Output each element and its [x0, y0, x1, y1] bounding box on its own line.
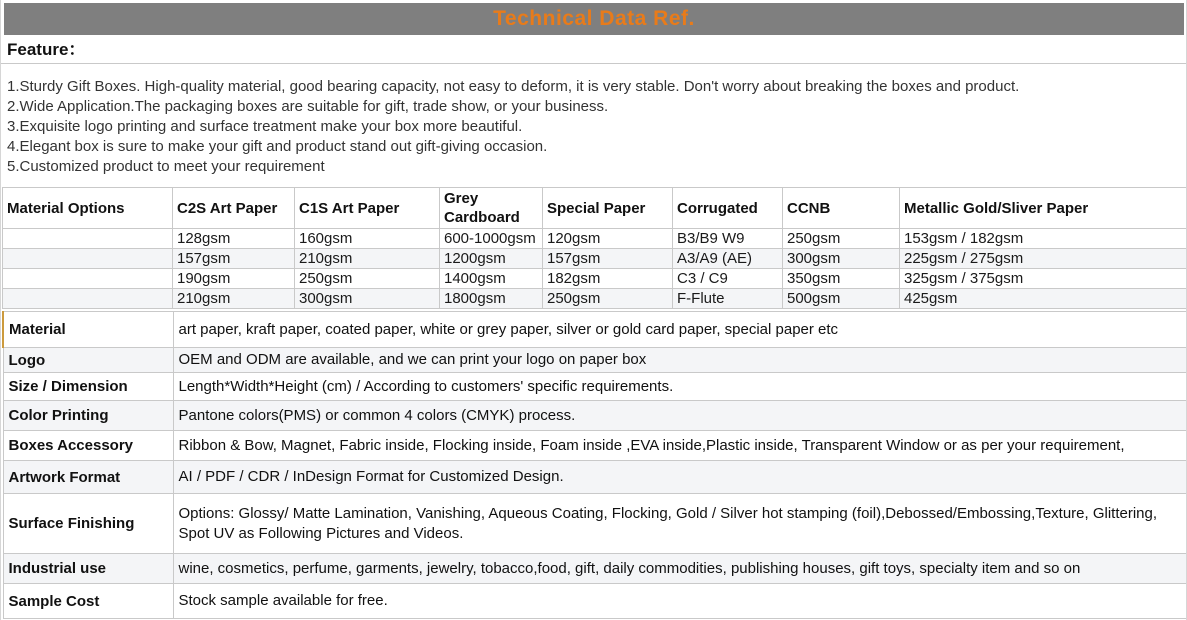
spec-label: Material [3, 312, 173, 348]
materials-cell [3, 269, 173, 289]
spec-row [3, 554, 1187, 584]
materials-table [2, 187, 1187, 309]
spec-label: Logo [3, 348, 173, 373]
materials-column-header: Corrugated [673, 188, 783, 229]
spec-value: Ribbon & Bow, Magnet, Fabric inside, Flocking inside, Foam inside ,EVA inside,Plastic inside, Transparent Window or as per your requirement, [173, 431, 1187, 461]
materials-cell [3, 229, 173, 249]
materials-cell: 1800gsm [440, 289, 543, 309]
materials-cell: 153gsm / 182gsm [900, 229, 1187, 249]
spec-row [3, 401, 1187, 431]
spec-row [3, 373, 1187, 401]
materials-cell: 325gsm / 375gsm [900, 269, 1187, 289]
spec-row [3, 494, 1187, 554]
feature-item: 4.Elegant box is sure to make your gift and product stand out gift-giving occasion. [7, 138, 548, 155]
materials-cell: 1400gsm [440, 269, 543, 289]
materials-cell: 157gsm [173, 249, 295, 269]
page-title: Technical Data Ref. [493, 7, 695, 30]
materials-column-header: CCNB [783, 188, 900, 229]
spec-row [3, 431, 1187, 461]
spec-label: Surface Finishing [3, 494, 173, 554]
spec-row [3, 584, 1187, 619]
spec-row [3, 461, 1187, 494]
feature-item: 1.Sturdy Gift Boxes. High-quality material, good bearing capacity, not easy to deform, it is very stable. Don't worry about breaking the boxes and product. [7, 78, 1020, 95]
materials-cell: B3/B9 W9 [673, 229, 783, 249]
spec-value: Options: Glossy/ Matte Lamination, Vanishing, Aqueous Coating, Flocking, Gold / Silver hot stamping (foil),Debossed/Embossing,Texture, Glittering, Spot UV as Following Pictures and Videos. [173, 494, 1187, 554]
title-bar [4, 3, 1184, 35]
spec-value: wine, cosmetics, perfume, garments, jewelry, tobacco,food, gift, daily commodities, publishing houses, gift toys, specialty item and so on [173, 554, 1187, 584]
materials-cell: C3 / C9 [673, 269, 783, 289]
materials-cell: 350gsm [783, 269, 900, 289]
materials-cell [3, 249, 173, 269]
feature-item: 3.Exquisite logo printing and surface treatment make your box more beautiful. [7, 118, 523, 135]
spec-label: Color Printing [3, 401, 173, 431]
materials-cell: 1200gsm [440, 249, 543, 269]
materials-cell: 157gsm [543, 249, 673, 269]
spec-value: Pantone colors(PMS) or common 4 colors (CMYK) process. [173, 401, 1187, 431]
spec-row [3, 312, 1187, 348]
spec-label: Artwork Format [3, 461, 173, 494]
materials-row [3, 289, 1187, 309]
spec-label: Size / Dimension [3, 373, 173, 401]
feature-item: 2.Wide Application.The packaging boxes are suitable for gift, trade show, or your business. [7, 98, 609, 115]
materials-column-header: Material Options [3, 188, 173, 229]
materials-column-header: Grey Cardboard [440, 188, 543, 229]
materials-cell: 128gsm [173, 229, 295, 249]
materials-column-header: C2S Art Paper [173, 188, 295, 229]
materials-cell: 210gsm [173, 289, 295, 309]
spec-table-body [3, 312, 1187, 619]
spec-row [3, 348, 1187, 373]
materials-row [3, 249, 1187, 269]
spec-value: Length*Width*Height (cm) / According to customers' specific requirements. [173, 373, 1187, 401]
materials-cell: 300gsm [783, 249, 900, 269]
spec-value: OEM and ODM are available, and we can print your logo on paper box [173, 348, 1187, 373]
spec-label: Industrial use [3, 554, 173, 584]
materials-cell: 250gsm [543, 289, 673, 309]
feature-heading: Feature： [1, 35, 1186, 64]
materials-cell: 500gsm [783, 289, 900, 309]
spec-value: Stock sample available for free. [173, 584, 1187, 619]
materials-cell: 160gsm [295, 229, 440, 249]
materials-cell: 190gsm [173, 269, 295, 289]
materials-cell: 120gsm [543, 229, 673, 249]
materials-cell: 250gsm [295, 269, 440, 289]
materials-row [3, 269, 1187, 289]
materials-cell: 182gsm [543, 269, 673, 289]
materials-cell: 300gsm [295, 289, 440, 309]
feature-item: 5.Customized product to meet your requirement [7, 158, 325, 175]
materials-column-header: C1S Art Paper [295, 188, 440, 229]
materials-cell: 250gsm [783, 229, 900, 249]
spec-value: art paper, kraft paper, coated paper, white or grey paper, silver or gold card paper, special paper etc [173, 312, 1187, 348]
materials-table-body [3, 229, 1187, 309]
spec-label: Boxes Accessory [3, 431, 173, 461]
materials-row [3, 229, 1187, 249]
materials-cell: 210gsm [295, 249, 440, 269]
materials-header-row [3, 188, 1187, 229]
feature-list [1, 77, 1186, 177]
materials-cell: 425gsm [900, 289, 1187, 309]
materials-cell: 225gsm / 275gsm [900, 249, 1187, 269]
materials-cell: 600-1000gsm [440, 229, 543, 249]
spec-label: Sample Cost [3, 584, 173, 619]
materials-cell [3, 289, 173, 309]
materials-column-header: Metallic Gold/Sliver Paper [900, 188, 1187, 229]
materials-column-header: Special Paper [543, 188, 673, 229]
spec-value: AI / PDF / CDR / InDesign Format for Customized Design. [173, 461, 1187, 494]
spec-table [2, 311, 1187, 619]
materials-cell: A3/A9 (AE) [673, 249, 783, 269]
materials-cell: F-Flute [673, 289, 783, 309]
